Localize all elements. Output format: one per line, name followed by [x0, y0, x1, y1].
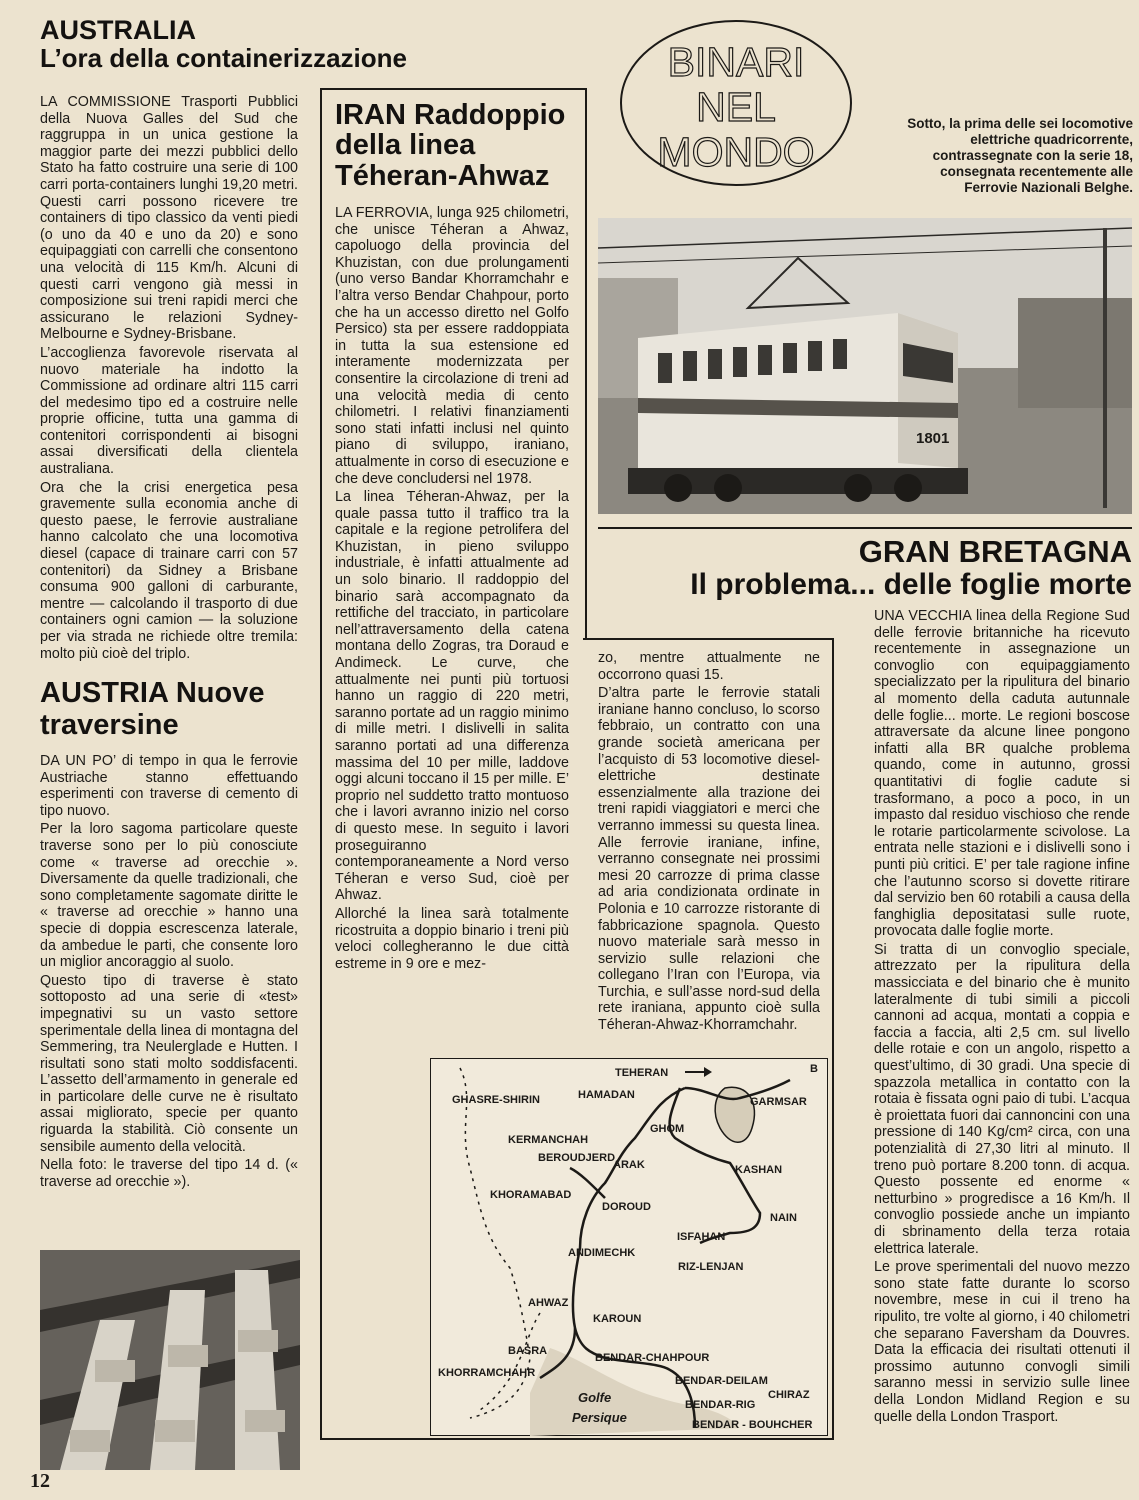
map-city-label: GARMSAR — [750, 1096, 807, 1108]
iran-paragraph: Allorché la linea sarà totalmente ricostruita a doppio binario i treni più veloci collegheranno le due città estreme in 9 ore e mez- — [335, 905, 569, 972]
map-city-label: TEHERAN — [615, 1067, 669, 1079]
map-city-label: ISFAHAN — [677, 1231, 726, 1243]
gb-article — [560, 536, 1132, 600]
austria-paragraph: Questo tipo di traverse è stato sottoposto ad una serie di «test» impegnativi su un vasto settore sperimentale della linea di montagna del Semmering, tra Neulerglade e Hutten. I risultati sono stati molto soddisfacenti. L’assetto dell’armamento in generale ed in particolare delle curve ne è risultato assai migliorato, specie per quanto riguarda la stabilità. Ciò consente un sensibile aumento della velocità. — [40, 972, 298, 1155]
map-city-label: ARAK — [613, 1159, 645, 1171]
map-city-label: BEROUDJERD — [538, 1152, 616, 1164]
australia-article — [40, 15, 407, 74]
austria-paragraph: DA UN PO’ di tempo in qua le ferrovie Austriache stanno effettuando esperimenti con traverse di cemento di tipo nuovo. — [40, 753, 298, 819]
austria-paragraph: Per la loro sagoma particolare queste traverse sono per lo più conosciute come « traverse ad orecchie ». Diversamente da quelle tradizionali, che sono completamente sagomate diritte le « traverse ad orecchie » hanno una specie di doppia escrescenza laterale, da ambedue le parti, che consente loro un miglior ancoraggio al suolo. — [40, 821, 298, 971]
australia-paragraph: LA COMMISSIONE Trasporti Pubblici della Nuova Galles del Sud che raggruppa in un unica gestione la maggior parte dei mezzi pubblici dello Stato ha fatto costruire una serie di 100 carri porta-containers lunghi 19,20 metri. Questi carri possono ricevere tre containers di tipo classico da venti piedi (o uno da 40 e uno da 20) e sono equipaggiati con carrelli che consentono una velocità di 115 Km/h. Alcuni di questi carri vengono già messi in composizione sui treni rapidi merci che assicurano le relazioni Sydney-Melbourne e Sydney-Brisbane. — [40, 94, 298, 343]
page-number: 12 — [30, 1470, 50, 1492]
iran-paragraph: zo, mentre attualmente ne occorrono quasi 15. — [598, 650, 820, 683]
belgium-caption: Sotto, la prima delle sei locomotive elettriche quadricorrente, contrassegnate con la serie 18, consegnata recentemente alle Ferrovie Nazionali Belghe. — [907, 116, 1133, 195]
map-city-label: NAIN — [770, 1212, 797, 1224]
australia-paragraph: L’accoglienza favorevole riservata al nuovo materiale ha indotto la Commissione ad ordinare altri 115 carri del medesimo tipo ed a costruire nelle proprie officine, tutta una gamma di contenitori corrispondenti ai bisogni assai diversificati della clientela australiana. — [40, 344, 298, 478]
map-city-label: KAROUN — [593, 1313, 642, 1325]
austria-body — [40, 753, 298, 1192]
gb-rule-top — [598, 527, 1132, 529]
australia-body — [40, 94, 298, 664]
australia-paragraph: Ora che la crisi energetica pesa gravemente sulla economia anche di questo paese, le ferrovie australiane hanno calcolato che una locomotiva diesel (capace di trainare carri con 57 contenitori) da Sidney a Brisbane consuma 900 galloni di carburante, mentre — calcolando il trasporto di due containers ogni camion — la soluzione per via strada ne richiede oltre tremila: molto più cioè del triplo. — [40, 479, 298, 662]
logo-line2: NEL — [696, 84, 776, 130]
map-city-label: BENDAR-RIG — [685, 1399, 756, 1411]
austria-title-line1: AUSTRIA Nuove — [40, 677, 265, 709]
australia-country: AUSTRALIA — [40, 15, 196, 45]
map-city-label: GHASRE-SHIRIN — [452, 1094, 541, 1106]
map-city-label: ANDIMECHK — [568, 1247, 636, 1259]
map-city-label: B — [810, 1063, 818, 1075]
map-city-label: GHOM — [650, 1123, 685, 1135]
iran-title-line1: IRAN Raddoppio — [335, 99, 566, 131]
iran-title-line3: Téheran-Ahwaz — [335, 159, 550, 192]
map-city-label: RIZ-LENJAN — [678, 1261, 744, 1273]
austria-paragraph: Nella foto: le traverse del tipo 14 d. (« traverse ad orecchie »). — [40, 1157, 298, 1190]
iran-title-block — [335, 100, 580, 191]
gb-title: Il problema... delle foglie morte — [690, 567, 1132, 601]
map-city-label: BENDAR-CHAHPOUR — [595, 1352, 710, 1364]
map-sea-label: Persique — [572, 1410, 627, 1425]
austria-article — [40, 678, 300, 741]
map-city-label: KHORAMABAD — [490, 1189, 572, 1201]
gb-paragraph: Le prove sperimentali del nuovo mezzo sono state fatte durante lo scorso novembre, mese in cui il treno ha ripulito, tre volte al giorno, i 40 chilometri che separano Faversham da Douvres. Data la efficacia dei risultati ottenuti il prossimo autunno convogli simili saranno messi in servizio sulle linee della London Midland Region e su quelle della London Trasport. — [874, 1259, 1130, 1425]
iran-frame-lower-left — [320, 638, 322, 1438]
map-city-label: AHWAZ — [528, 1297, 569, 1309]
locomotive-photo — [598, 218, 1132, 514]
map-city-label: KHORRAMCHAHR — [438, 1367, 536, 1379]
iran-frame-mid — [583, 638, 834, 640]
iran-paragraph: La linea Téheran-Ahwaz, per la quale passa tutto il traffico tra la capitale e la regione petrolifera del Khuzistan, in pieno sviluppo industriale, è infatti attualmente ad un solo binario. Il raddoppio del binario sarà accompagnato da rettifiche del tracciato, in particolare nell’attraversamento della catena montana dello Zogras, tra Doraud e Andimeck. Le curve, che attualmente nei punti più tortuosi hanno un raggio di 220 metri, saranno portate ad un raggio minimo di mille metri. I dislivelli in salita saranno portati ad una differenza massima del 10 per mille, laddove oggi alcuni toccano il 15 per mille. E’ proprio nel suddetto tratto montuoso che i lavori avranno inizio nel corso di questo mese. In seguito i lavori proseguiranno contemporaneamente a Nord verso Téheran e verso Sud, cioè per Ahwaz. — [335, 489, 569, 904]
map-city-label: HAMADAN — [578, 1089, 635, 1101]
logo-line3: MONDO — [657, 129, 815, 175]
map-sea-label: Golfe — [578, 1390, 612, 1405]
iran-paragraph: D’altra parte le ferrovie statali iraniane hanno concluso, lo scorso febbraio, un contratto con una grande società americana per l’acquisto di 53 locomotive diesel-elettriche destinate essenzialmente alla trazione dei treni rapidi viaggiatori e merci che verranno immessi su questa linea. Alle ferrovie iraniane, infine, verranno consegnate nei prossimi mesi 20 carrozze di prima classe ad aria condizionata ordinate in Polonia e 10 carrozze ristorante di fabbricazione spagnola. Questo nuovo materiale sarà messo in servizio sulle relazioni che collegano l’Iran con l’Europa, via Turchia, e sull’asse nord-sud della rete iraniana, appunto cioè sulla Téheran-Ahwaz-Khorramchahr. — [598, 685, 820, 1034]
gb-paragraph: UNA VECCHIA linea della Regione Sud delle ferrovie britanniche ha ricevuto recentemente in assegnazione un convoglio con equipaggiamento specializzato per la ripulitura del binario al momento della caduta autunnale delle foglie... morte. Le regioni boscose attraversate da alcune linee pongono infatti alla BR qualche problema quando, come in autunno, grossi quantitativi di foglie cadute si trasformano, a poco a poco, in un impasto dal residuo vischioso che rende le rotarie particolarmente scivolose. La entrata nelle stazioni e i dislivelli sono i punti più critici. E’ per tale ragione infine che l’autunno scorso si dovette ritirare dal servizio ben 60 rotabili a causa della fanghiglia depositatasi sulle ruote, provocata dalle foglie morte. — [874, 608, 1130, 940]
map-city-label: KERMANCHAH — [508, 1134, 589, 1146]
iran-railway-map — [430, 1058, 828, 1436]
australia-title: L’ora della containerizzazione — [40, 43, 407, 74]
gb-paragraph: Si tratta di un convoglio speciale, attrezzato per la ripulitura della massicciata e del binario che è munito lateralmente di tubi simili a piccoli cannoni ad acqua, montati a coppia e faccia a faccia, alti 2,5 cm. sul livello delle rotaie e con un angolo, rispetto a quest’ultimo, di 30 gradi. Una specie di spazzola metallica in contatto con la rotaia è fissata ogni paio di tubi. L’acqua è proiettata fuori dai cannoncini con una pressione di 140 Kg/cm² circa, con una potenzialità di 27,30 litri al minuto. Il treno può portare 8.200 tonn. di acqua. Questo possente ed enorme « netturbino » progredisce a 16 Km/h. Il convoglio possiede anche un impianto di sbrinamento della terza rotaia elettrica laterale. — [874, 941, 1130, 1257]
map-city-label: KASHAN — [735, 1164, 783, 1176]
map-city-label: BENDAR-DEILAM — [675, 1375, 768, 1387]
map-city-label: CHIRAZ — [768, 1389, 810, 1401]
logo-line1: BINARI — [667, 39, 805, 85]
austria-title-line2: traversine — [40, 709, 179, 742]
gb-country: GRAN BRETAGNA — [858, 534, 1132, 569]
map-city-label: DOROUD — [602, 1201, 651, 1213]
iran-body-col2 — [598, 650, 820, 1036]
sleepers-photo — [40, 1250, 300, 1470]
iran-frame-bottom — [320, 1438, 832, 1440]
locomotive-number: 1801 — [916, 430, 950, 447]
iran-frame-right — [832, 640, 834, 1440]
map-city-label: BASRA — [508, 1345, 548, 1357]
iran-title-line2: della linea — [335, 129, 476, 162]
iran-paragraph: LA FERROVIA, lunga 925 chilometri, che unisce Téheran a Ahwaz, capoluogo della provincia del Khuzistan, con due prolungamenti (uno verso Bandar Khorramchahr e l’altra verso Bendar Chahpour, porto che ha un accesso diretto nel Golfo Persico) sta per essere raddoppiata in tutta la sua estensione ed interamente modernizzata per consentire la circolazione di treni ad una velocità media di cento chilometri. I relativi finanziamenti sono stati infatti inclusi nel quinto piano di sviluppo, iraniano, attualmente in corso di esecuzione e che deve concludersi nel 1978. — [335, 205, 569, 487]
map-city-label: BENDAR - BOUHCHER — [692, 1419, 813, 1431]
iran-body-col1 — [335, 205, 569, 974]
binari-nel-mondo-logo — [618, 18, 854, 188]
gb-body — [874, 608, 1130, 1427]
